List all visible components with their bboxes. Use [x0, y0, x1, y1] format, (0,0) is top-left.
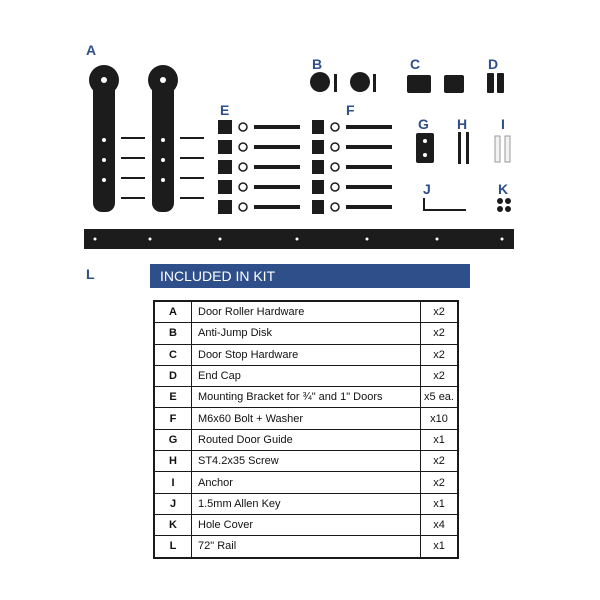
item-description: 72" Rail — [192, 536, 421, 558]
item-code: J — [154, 493, 192, 514]
item-code: D — [154, 365, 192, 386]
mounting-bracket-illustration — [218, 120, 300, 214]
door-stop-illustration — [407, 75, 464, 93]
label-g: G — [418, 116, 429, 132]
label-h: H — [457, 116, 468, 132]
item-code: K — [154, 514, 192, 535]
item-description: Anti-Jump Disk — [192, 323, 421, 344]
label-b: B — [312, 56, 323, 72]
kit-row — [154, 472, 458, 493]
kit-row — [154, 514, 458, 535]
item-code: C — [154, 344, 192, 365]
item-quantity: x1 — [421, 493, 459, 514]
kit-row — [154, 536, 458, 558]
label-c: C — [410, 56, 421, 72]
label-l: L — [86, 266, 95, 282]
kit-table — [153, 300, 459, 559]
hardware-illustration — [0, 0, 600, 260]
item-code: F — [154, 408, 192, 429]
anti-jump-disk-illustration — [310, 72, 376, 92]
item-quantity: x2 — [421, 323, 459, 344]
item-quantity: x5 ea. — [421, 387, 459, 408]
allen-key-illustration — [424, 198, 466, 210]
item-quantity: x1 — [421, 429, 459, 450]
label-a: A — [86, 42, 97, 58]
item-quantity: x2 — [421, 344, 459, 365]
end-cap-illustration — [487, 73, 504, 93]
kit-row — [154, 408, 458, 429]
routed-door-guide-illustration — [416, 133, 434, 163]
item-description: M6x60 Bolt + Washer — [192, 408, 421, 429]
item-description: Anchor — [192, 472, 421, 493]
label-k: K — [498, 181, 509, 197]
item-description: Mounting Bracket for ¾" and 1" Doors — [192, 387, 421, 408]
item-code: G — [154, 429, 192, 450]
item-code: L — [154, 536, 192, 558]
item-quantity: x4 — [421, 514, 459, 535]
item-code: A — [154, 301, 192, 323]
item-quantity: x2 — [421, 301, 459, 323]
item-code: E — [154, 387, 192, 408]
item-code: H — [154, 451, 192, 472]
item-description: Door Roller Hardware — [192, 301, 421, 323]
kit-header: INCLUDED IN KIT — [150, 264, 470, 288]
item-quantity: x2 — [421, 451, 459, 472]
rail-illustration — [84, 229, 514, 249]
label-i: I — [501, 116, 505, 132]
item-description: Routed Door Guide — [192, 429, 421, 450]
bolt-washer-illustration — [312, 120, 392, 214]
kit-row — [154, 493, 458, 514]
item-description: 1.5mm Allen Key — [192, 493, 421, 514]
label-j: J — [423, 181, 431, 197]
anchor-illustration — [495, 136, 510, 162]
item-description: End Cap — [192, 365, 421, 386]
kit-row — [154, 387, 458, 408]
item-quantity: x1 — [421, 536, 459, 558]
item-code: I — [154, 472, 192, 493]
label-f: F — [346, 102, 355, 118]
label-e: E — [220, 102, 230, 118]
item-description: Door Stop Hardware — [192, 344, 421, 365]
item-description: ST4.2x35 Screw — [192, 451, 421, 472]
hole-cover-illustration — [497, 198, 511, 212]
kit-row — [154, 323, 458, 344]
screw-illustration — [458, 132, 469, 164]
item-code: B — [154, 323, 192, 344]
item-quantity: x2 — [421, 472, 459, 493]
item-description: Hole Cover — [192, 514, 421, 535]
kit-row — [154, 365, 458, 386]
label-d: D — [488, 56, 499, 72]
kit-row — [154, 451, 458, 472]
kit-row — [154, 429, 458, 450]
kit-row — [154, 344, 458, 365]
item-quantity: x2 — [421, 365, 459, 386]
kit-row — [154, 301, 458, 323]
item-quantity: x10 — [421, 408, 459, 429]
